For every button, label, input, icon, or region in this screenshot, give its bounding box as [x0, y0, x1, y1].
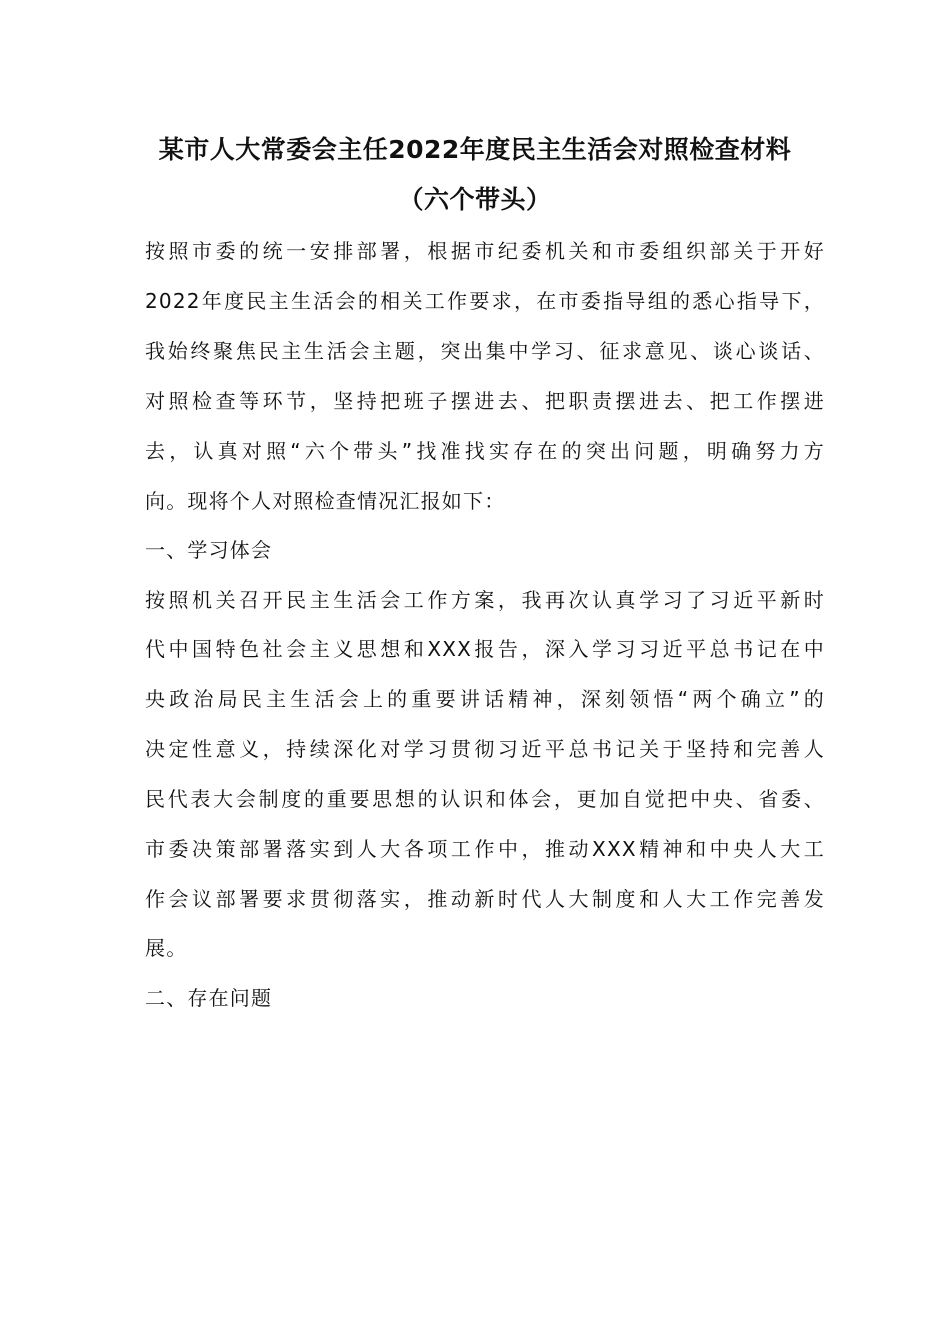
paragraph-line: 2022年度民主生活会的相关工作要求，在市委指导组的悉心指导下，	[145, 289, 825, 313]
paragraph-line: 代中国特色社会主义思想和XXX报告，深入学习习近平总书记在中	[145, 637, 825, 661]
paragraph-line: 作会议部署要求贯彻落实，推动新时代人大制度和人大工作完善发	[145, 887, 825, 911]
paragraph-line: 决定性意义，持续深化对学习贯彻习近平总书记关于坚持和完善人	[145, 737, 825, 761]
paragraph-line: 我始终聚焦民主生活会主题，突出集中学习、征求意见、谈心谈话、	[145, 339, 825, 363]
paragraph-line: 按照机关召开民主生活会工作方案，我再次认真学习了习近平新时	[145, 588, 825, 612]
paragraph-line: 市委决策部署落实到人大各项工作中，推动XXX精神和中央人大工	[145, 837, 825, 861]
section-heading: 二、存在问题	[145, 986, 273, 1010]
paragraph-line: 展。	[145, 936, 188, 960]
paragraph-line: 向。现将个人对照检查情况汇报如下：	[145, 489, 506, 513]
paragraph-line: 去，认真对照“六个带头”找准找实存在的突出问题，明确努力方	[145, 439, 825, 463]
document-subtitle: （六个带头）	[398, 185, 552, 214]
section-heading: 一、学习体会	[145, 538, 273, 562]
paragraph-line: 对照检查等环节，坚持把班子摆进去、把职责摆进去、把工作摆进	[145, 389, 825, 413]
paragraph-line: 央政治局民主生活会上的重要讲话精神，深刻领悟“两个确立”的	[145, 687, 825, 711]
document-title: 某市人大常委会主任2022年度民主生活会对照检查材料	[158, 135, 792, 164]
paragraph-line: 按照市委的统一安排部署，根据市纪委机关和市委组织部关于开好	[145, 239, 825, 263]
paragraph-line: 民代表大会制度的重要思想的认识和体会，更加自觉把中央、省委、	[145, 787, 825, 811]
